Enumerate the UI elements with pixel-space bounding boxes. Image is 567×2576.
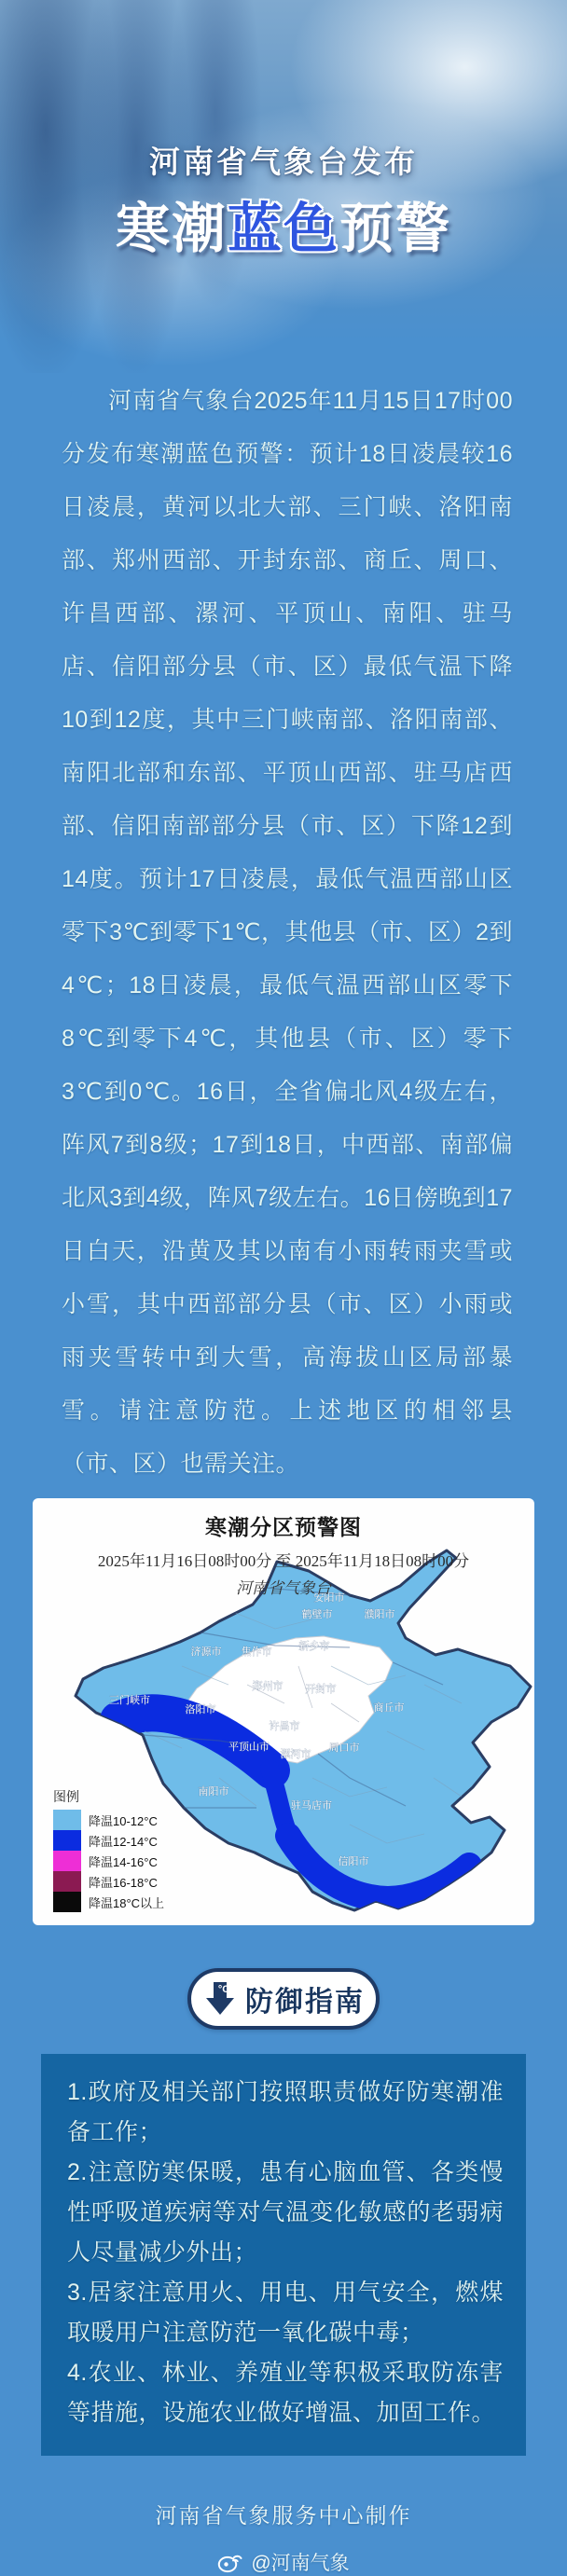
legend-row xyxy=(53,1892,164,1912)
alert-title xyxy=(0,185,567,263)
publisher-line: 河南省气象台发布 xyxy=(149,145,418,179)
bulletin-text: 河南省气象台2025年11月15日17时00分发布寒潮蓝色预警：预计18日凌晨较16日凌晨，黄河以北大部、三门峡、洛阳南部、郑州西部、开封东部、商丘、周口、许昌西部、漯河、平顶山、南阳、驻马店、信阳部分县（市、区）最低气温下降10到12度，其中三门峡南部、洛阳南部、南阳北部和东部、平顶山西部、驻马店西部、信阳南部部分县（市、区）下降12到14度。预计17日凌晨，最低气温西部山区零下3℃到零下1℃，其他县（市、区）2到4℃；18日凌晨，最低气温西部山区零下8℃到零下4℃，其他县（市、区）零下3℃到0℃。16日，全省偏北风4级左右，阵风7到8级；17到18日，中西部、南部偏北风3到4级，阵风7级左右。16日傍晚到17日白天，沿黄及其以南有小雨转雨夹雪或小雪，其中西部部分县（市、区）小雨或雨夹雪转中到大雪，高海拔山区局部暴雪。请注意防范。上述地区的相邻县（市、区）也需关注。 xyxy=(62,388,513,1477)
map-source: 河南省气象台 xyxy=(236,1579,331,1597)
legend-color-swatch xyxy=(53,1871,81,1892)
legend-title: 图例 xyxy=(53,1789,79,1804)
guideline-item: 1.政府及相关部门按照职责做好防寒潮准备工作； xyxy=(67,2079,504,2145)
degree-c-label: °C xyxy=(217,1984,230,1995)
legend-label: 降温18°C以上 xyxy=(89,1895,165,1910)
city-label: 南阳市 xyxy=(198,1786,229,1798)
legend-label: 降温12-14°C xyxy=(89,1834,158,1849)
legend-color-swatch xyxy=(53,1892,81,1912)
city-label: 许昌市 xyxy=(269,1721,300,1732)
guidelines-box xyxy=(41,2054,526,2456)
city-label: 安阳市 xyxy=(313,1592,345,1604)
alert-title-post: 预警 xyxy=(339,199,452,259)
city-label: 驻马店市 xyxy=(291,1800,332,1811)
legend-label: 降温16-18°C xyxy=(89,1875,158,1890)
map-legend xyxy=(53,1787,164,1912)
city-label: 鹤壁市 xyxy=(301,1609,333,1620)
guideline-item: 3.居家注意用火、用电、用气安全，燃煤取暖用户注意防范一氧化碳中毒； xyxy=(67,2280,504,2346)
city-label: 平顶山市 xyxy=(228,1742,270,1753)
city-label: 焦作市 xyxy=(241,1646,272,1658)
weibo-handle: @河南气象 xyxy=(251,2553,350,2574)
map-date-range: 2025年11月16日08时00分 至 2025年11月18日08时00分 xyxy=(97,1552,470,1570)
legend-row xyxy=(53,1851,164,1871)
guidelines-list xyxy=(67,2073,504,2433)
legend-row xyxy=(53,1871,164,1892)
guideline-item: 2.注意防寒保暖，患有心脑血管、各类慢性呼吸道疾病等对气温变化敏感的老弱病人尽量减少外出； xyxy=(67,2159,504,2266)
legend-color-swatch xyxy=(53,1851,81,1871)
city-label: 新乡市 xyxy=(298,1641,330,1652)
city-label: 信阳市 xyxy=(338,1856,369,1867)
city-label: 周口市 xyxy=(328,1743,360,1754)
legend-row xyxy=(53,1830,164,1851)
city-label: 开封市 xyxy=(305,1684,337,1695)
alert-title-pre: 寒潮 xyxy=(115,199,228,259)
legend-color-swatch xyxy=(53,1830,81,1851)
warning-map-card xyxy=(33,1498,534,1925)
city-label: 三门峡市 xyxy=(109,1695,150,1706)
temperature-drop-arrow-icon xyxy=(202,1980,236,2018)
defense-guide-label: 防御指南 xyxy=(245,1987,365,2018)
city-label: 洛阳市 xyxy=(185,1704,216,1715)
weibo-line[interactable] xyxy=(0,2548,567,2576)
city-label: 济源市 xyxy=(190,1646,222,1658)
city-label: 漯河市 xyxy=(280,1749,311,1760)
header-photo xyxy=(0,0,567,373)
legend-label: 降温10-12°C xyxy=(89,1813,158,1828)
producer-credit: 河南省气象服务中心制作 xyxy=(155,2503,412,2528)
legend-color-swatch xyxy=(53,1810,81,1830)
legend-row xyxy=(53,1810,164,1830)
alert-title-highlight: 蓝色 xyxy=(227,199,339,259)
legend-items xyxy=(53,1810,164,1912)
city-label: 商丘市 xyxy=(373,1702,405,1714)
defense-guide-button[interactable] xyxy=(187,1968,380,2030)
map-title: 寒潮分区预警图 xyxy=(205,1515,362,1539)
legend-label: 降温14-16°C xyxy=(89,1854,158,1869)
city-label: 郑州市 xyxy=(252,1681,284,1692)
weibo-icon xyxy=(217,2551,243,2573)
guideline-item: 4.农业、林业、养殖业等积极采取防冻害等措施，设施农业做好增温、加固工作。 xyxy=(67,2360,504,2426)
city-label: 濮阳市 xyxy=(364,1609,395,1620)
